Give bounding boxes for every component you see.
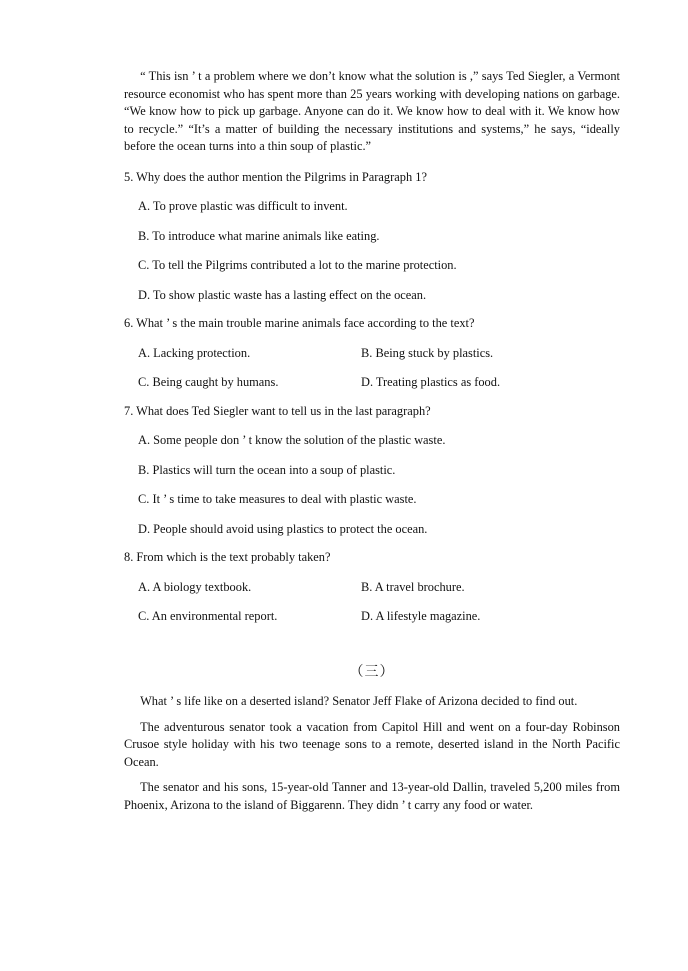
question-stem: 5. Why does the author mention the Pilgrims in Paragraph 1?	[124, 169, 427, 184]
option-c: C. It ’ s time to take measures to deal with plastic waste.	[138, 492, 417, 506]
option-d: D. A lifestyle magazine.	[361, 609, 481, 623]
passage-paragraph: “ This isn ’ t a problem where we don’t know what the solution is ,” says Ted Siegler, a Vermont resource economist who has spent more than 25 years working with developing nations on garbage. “We know how to pick up garbage. Anyone can do it. We know how to deal with it. We know how to recycle.” “It’s a matter of building the necessary institutions and systems,” he says, “ideally before the ocean turns into a thin soup of plastic.”	[124, 69, 620, 153]
option-a: A. Lacking protection.	[138, 345, 251, 360]
question-stem: 8. From which is the text probably taken?	[124, 550, 331, 564]
question-8	[124, 549, 620, 626]
option-c: C. Being caught by humans.	[138, 375, 279, 389]
options-row	[138, 608, 620, 626]
question-stem: 6. What ’ s the main trouble marine animals face according to the text?	[124, 316, 475, 330]
option-c: C. An environmental report.	[138, 609, 278, 623]
option-d: D. Treating plastics as food.	[361, 375, 501, 389]
options-row	[138, 579, 620, 597]
section-paragraph: The senator and his sons, 15-year-old Tanner and 13-year-old Dallin, traveled 5,200 miles from Phoenix, Arizona to the island of Biggarenn. They didn ’ t carry any food or water.	[124, 780, 620, 812]
options-row	[138, 374, 620, 392]
question-5	[124, 169, 620, 305]
options-row	[138, 345, 620, 363]
option-d: D. People should avoid using plastics to protect the ocean.	[138, 521, 428, 536]
section-paragraph: The adventurous senator took a vacation from Capitol Hill and went on a four-day Robinson Crusoe style holiday with his two teenage sons to a remote, deserted island in the North Pacific Ocean.	[124, 719, 620, 769]
question-7	[124, 403, 620, 539]
question-6	[124, 315, 620, 392]
question-stem: 7. What does Ted Siegler want to tell us in the last paragraph?	[124, 403, 431, 418]
option-b: B. To introduce what marine animals like eating.	[138, 228, 380, 243]
option-c: C. To tell the Pilgrims contributed a lot to the marine protection.	[138, 258, 457, 272]
option-b: B. Being stuck by plastics.	[361, 345, 494, 360]
section-heading: （三）	[349, 664, 395, 680]
document-page	[124, 68, 620, 814]
option-d: D. To show plastic waste has a lasting effect on the ocean.	[138, 287, 427, 302]
option-a: A. A biology textbook.	[138, 579, 252, 594]
option-b: B. A travel brochure.	[361, 579, 465, 594]
option-b: B. Plastics will turn the ocean into a soup of plastic.	[138, 462, 396, 477]
option-a: A. To prove plastic was difficult to invent.	[138, 199, 348, 213]
option-a: A. Some people don ’ t know the solution of the plastic waste.	[138, 433, 446, 447]
section-paragraph: What ’ s life like on a deserted island? Senator Jeff Flake of Arizona decided to find out.	[140, 694, 578, 708]
